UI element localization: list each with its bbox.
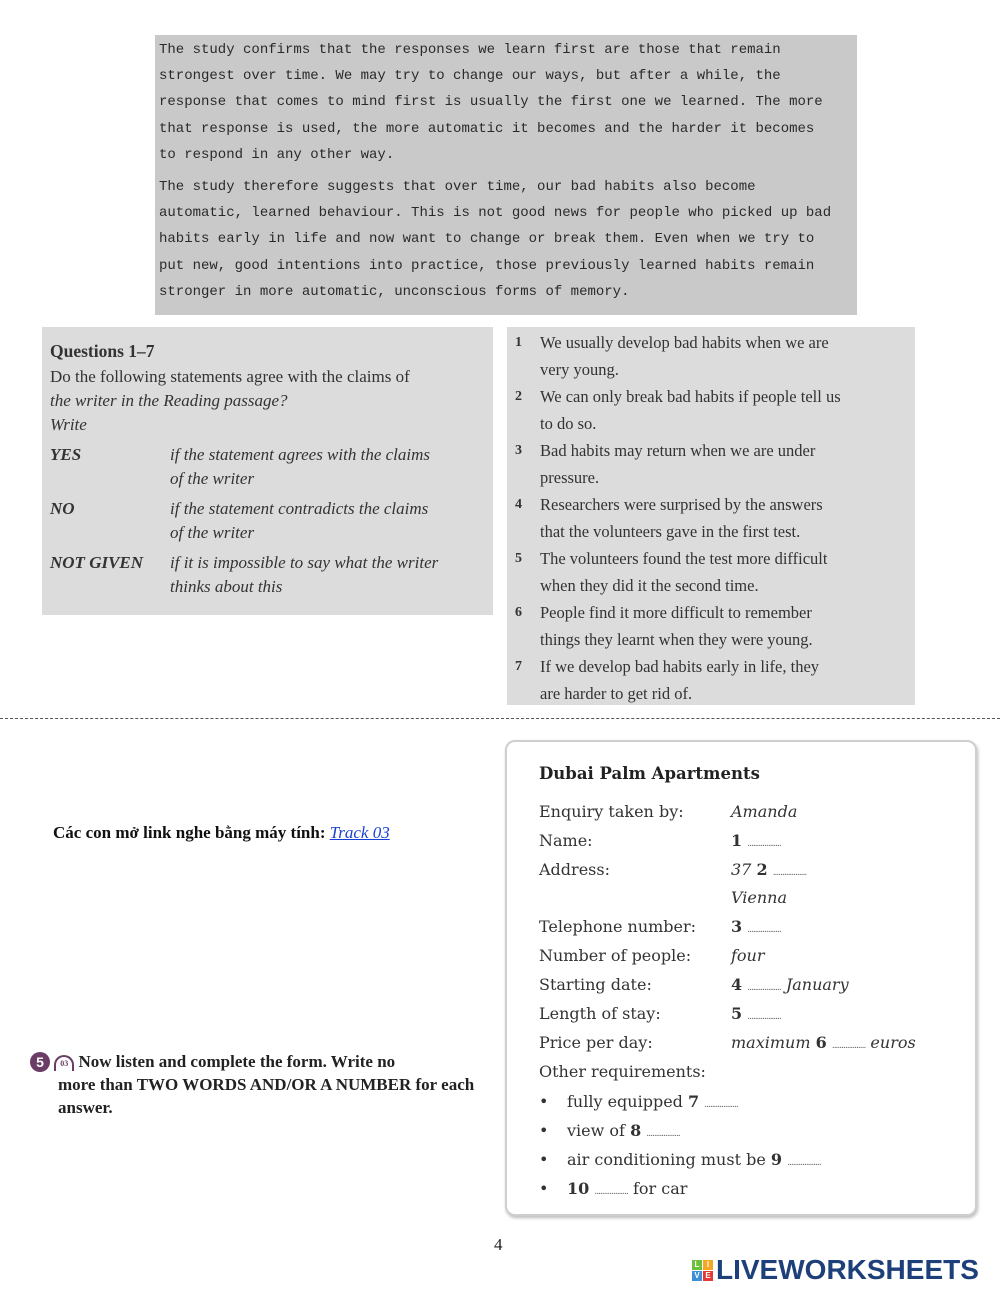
option-text: if it is impossible to say what the writer xyxy=(170,553,439,572)
form-given-value: four xyxy=(731,946,765,965)
form-given-value: Amanda xyxy=(731,802,798,821)
option-key: YES xyxy=(50,445,82,464)
question-number: 9 xyxy=(770,1150,783,1169)
passage-line: to respond in any other way. xyxy=(159,146,395,163)
headphones-icon: 03 xyxy=(54,1055,74,1071)
passage-line: The study confirms that the responses we learn first are those that remain xyxy=(159,42,781,58)
statement-text xyxy=(540,653,915,707)
requirement-text: fully equipped xyxy=(567,1092,683,1111)
question-number: 2 xyxy=(756,860,768,879)
form-value xyxy=(731,802,797,821)
logo-tile: L xyxy=(692,1260,702,1270)
option-text: of the writer xyxy=(170,469,255,488)
form-label: Telephone number: xyxy=(539,917,697,936)
passage-line: habits early in life and now want to change or break them. Even when we try to xyxy=(159,231,815,248)
form-row xyxy=(539,860,806,879)
form-label: Price per day: xyxy=(539,1033,653,1052)
option-not-given xyxy=(50,551,493,599)
form-label xyxy=(539,888,731,907)
question-number: 8 xyxy=(630,1121,642,1140)
statement-number: 2 xyxy=(515,389,522,404)
statement-number: 5 xyxy=(515,551,522,566)
option-yes xyxy=(50,443,493,491)
answer-blank[interactable]: .................. xyxy=(747,983,781,993)
question-number: 1 xyxy=(731,831,743,850)
other-requirements-label: Other requirements: xyxy=(539,1062,706,1081)
option-key: NO xyxy=(50,499,75,518)
form-title: Dubai Palm Apartments xyxy=(539,764,760,783)
form-row xyxy=(539,802,797,821)
statement-line: If we develop bad habits early in life, they xyxy=(540,657,820,676)
form-label: Address: xyxy=(539,860,610,879)
form-label: Starting date: xyxy=(539,975,652,994)
reading-passage xyxy=(155,35,857,315)
statement-number: 1 xyxy=(515,335,522,350)
form-given-value: euros xyxy=(870,1033,916,1052)
instruction-line: more than TWO WORDS AND/OR A NUMBER for each answer. xyxy=(58,1075,475,1117)
statement-line: Bad habits may return when we are under xyxy=(540,441,816,460)
requirement-text: air conditioning must be xyxy=(567,1150,766,1169)
statement-number: 4 xyxy=(515,497,522,512)
answer-blank[interactable]: .................. xyxy=(787,1158,821,1168)
question-number: 3 xyxy=(731,917,743,936)
listen-instruction xyxy=(53,823,390,843)
form-label: Length of stay: xyxy=(539,1004,661,1023)
questions-title: Questions 1–7 xyxy=(50,341,155,361)
statement-line: Researchers were surprised by the answers xyxy=(540,495,823,514)
statement-text xyxy=(540,437,915,491)
form-row xyxy=(539,917,781,936)
statement-text xyxy=(540,491,915,545)
form-row xyxy=(539,975,849,994)
question-number: 10 xyxy=(567,1179,590,1198)
answer-blank[interactable]: .................. xyxy=(747,1012,781,1022)
passage-line: stronger in more automatic, unconscious forms of memory. xyxy=(159,283,630,300)
form-value xyxy=(731,831,781,850)
form-value xyxy=(731,946,765,965)
statement-item xyxy=(515,383,915,437)
divider xyxy=(0,718,1000,719)
form-row xyxy=(539,1033,916,1052)
prompt: the writer in the Reading passage? xyxy=(50,391,288,410)
listen-text: Các con mở link nghe bằng máy tính: xyxy=(53,823,330,842)
option-text: of the writer xyxy=(170,523,255,542)
option-text: thinks about this xyxy=(170,577,283,596)
logo-tile: E xyxy=(703,1271,713,1281)
form-value xyxy=(731,917,781,936)
statement-item xyxy=(515,437,915,491)
form-row xyxy=(539,888,787,907)
passage-line: automatic, learned behaviour. This is not good news for people who picked up bad xyxy=(159,205,832,222)
answer-blank[interactable]: .................. xyxy=(704,1100,738,1110)
answer-blank[interactable]: .................. xyxy=(772,868,807,878)
task-instruction xyxy=(30,1050,500,1119)
question-number: 5 xyxy=(731,1004,743,1023)
statement-text xyxy=(540,383,915,437)
questions-instructions xyxy=(42,327,493,615)
form-row xyxy=(539,946,765,965)
statement-number: 6 xyxy=(515,605,522,620)
question-number: 6 xyxy=(815,1033,827,1052)
statement-line: People find it more difficult to remember xyxy=(540,603,812,622)
statement-item xyxy=(515,491,915,545)
form-value xyxy=(731,888,787,907)
question-number: 4 xyxy=(731,975,743,994)
passage-line: The study therefore suggests that over time, our bad habits also become xyxy=(159,179,756,196)
answer-blank[interactable]: .................. xyxy=(747,925,781,935)
exercise-number: 5 xyxy=(30,1052,50,1072)
requirement-text: for car xyxy=(632,1179,688,1198)
form-row xyxy=(539,831,781,850)
statement-line: We can only break bad habits if people tell us xyxy=(540,387,841,406)
form-given-value: January xyxy=(785,975,849,994)
option-key: NOT GIVEN xyxy=(50,553,144,572)
page-number: 4 xyxy=(494,1235,503,1254)
option-no xyxy=(50,497,493,545)
requirement-item xyxy=(539,1092,738,1111)
form-value xyxy=(731,1033,916,1052)
statement-item xyxy=(515,545,915,599)
statement-line: are harder to get rid of. xyxy=(540,684,693,703)
statement-number: 7 xyxy=(515,659,522,674)
statement-number: 3 xyxy=(515,443,522,458)
form-value xyxy=(731,860,806,879)
prompt: Do the following statements agree with the claims of xyxy=(50,367,410,386)
form-row xyxy=(539,1004,781,1023)
requirement-item xyxy=(539,1179,687,1198)
passage-line: that response is used, the more automatic it becomes and the harder it becomes xyxy=(159,120,815,137)
form-label: Name: xyxy=(539,831,593,850)
statement-line: things they learnt when they were young. xyxy=(540,630,813,649)
form-value xyxy=(731,975,849,994)
statement-text xyxy=(540,545,915,599)
requirement-text: view of xyxy=(567,1121,625,1140)
option-text: if the statement agrees with the claims xyxy=(170,445,430,464)
form-given-value: 37 xyxy=(731,860,752,879)
passage-line: strongest over time. We may try to change our ways, but after a while, the xyxy=(159,68,781,85)
statement-line: pressure. xyxy=(540,468,600,487)
logo-wordmark: LIVEWORKSHEETS xyxy=(716,1254,979,1285)
statement-text xyxy=(540,599,915,653)
answer-blank[interactable]: .................. xyxy=(831,1041,866,1051)
statement-line: to do so. xyxy=(540,414,597,433)
form-label: Number of people: xyxy=(539,946,692,965)
form-value xyxy=(731,1004,781,1023)
form-given-value: maximum xyxy=(731,1033,811,1052)
statement-line: when they did it the second time. xyxy=(540,576,759,595)
enquiry-form xyxy=(505,740,977,1216)
liveworksheets-logo xyxy=(692,1254,979,1286)
track-link[interactable]: Track 03 xyxy=(329,823,390,842)
statement-item xyxy=(515,599,915,653)
requirement-item xyxy=(539,1150,821,1169)
write-label: Write xyxy=(50,415,87,434)
answer-blank[interactable]: .................. xyxy=(747,839,781,849)
statement-item xyxy=(515,653,915,707)
logo-tile: I xyxy=(703,1260,713,1270)
requirement-item xyxy=(539,1121,680,1140)
statement-line: very young. xyxy=(540,360,619,379)
instruction-line: Now listen and complete the form. Write no xyxy=(78,1052,396,1071)
answer-blank[interactable]: .................. xyxy=(594,1187,628,1197)
statement-text xyxy=(540,329,915,383)
statement-line: The volunteers found the test more difficult xyxy=(540,549,828,568)
passage-line: put new, good intentions into practice, those previously learned habits remain xyxy=(159,257,815,274)
statement-item xyxy=(515,329,915,383)
passage-line: response that comes to mind first is usually the first one we learned. The more xyxy=(159,94,823,111)
logo-tiles-icon xyxy=(692,1260,713,1281)
question-number: 7 xyxy=(688,1092,700,1111)
statement-line: that the volunteers gave in the first test. xyxy=(540,522,801,541)
statement-line: We usually develop bad habits when we are xyxy=(540,333,829,352)
bullet-icon: • xyxy=(539,1150,549,1169)
answer-blank[interactable]: .................. xyxy=(646,1129,680,1139)
form-label: Enquiry taken by: xyxy=(539,802,684,821)
bullet-icon: • xyxy=(539,1121,549,1140)
logo-tile: V xyxy=(692,1271,702,1281)
option-text: if the statement contradicts the claims xyxy=(170,499,429,518)
statements-list xyxy=(507,327,915,705)
bullet-icon: • xyxy=(539,1179,549,1198)
form-given-value: Vienna xyxy=(731,888,788,907)
bullet-icon: • xyxy=(539,1092,549,1111)
